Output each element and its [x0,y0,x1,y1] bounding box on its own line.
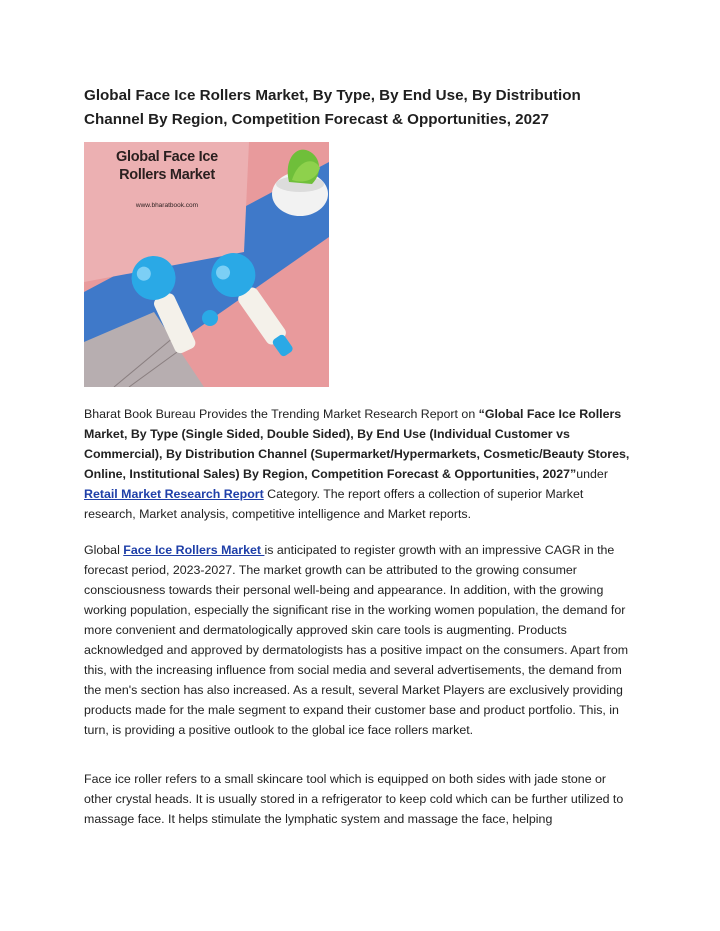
report-name: “Global Face Ice Rollers Market, By Type (Single Sided, Double Sided), By End Use (Individual Customer vs Commercial), By Distribution Channel (Supermarket/Hypermarkets, Cosmetic/Beauty Stores, Online, Institutional Sales) By Region, Competition Forecast & Opportunities, 2027” [84,407,630,481]
cover-url: www.bharatbook.com [135,202,199,209]
market-text: is anticipated to register growth with an impressive CAGR in the forecast period, 2023-2027. The market growth can be attributed to the growing consumer consciousness towards their personal well-being and appearance. In addition, with the growing working population, especially the significant rise in the working women population, the demand for more convenient and dermatologically approved skin care tools is augmenting. Products acknowledged and approved by dermatologists has a positive impact on the consumers. Apart from this, with the increasing influence from social media and several advertisements, the demand from the men's section has also increased. As a result, several Market Players are exclusively providing products made for the male segment to expand their customer base and product portfolio. This, in turn, is providing a positive outlook to the global ice face rollers market. [84,543,629,737]
intro-paragraph [84,404,636,524]
face-ice-rollers-link[interactable]: Face Ice Rollers Market [123,543,265,557]
cover-image [84,142,329,387]
intro-rest: Category. The report offers a collection of superior Market research, Market analysis, competitive intelligence and Market reports. [84,487,584,521]
market-prefix: Global [84,543,124,557]
cover-heading: Global Face Ice Rollers Market [116,149,218,183]
under-text: under [576,467,608,481]
definition-text: Face ice roller refers to a small skincare tool which is equipped on both sides with jade stone or other crystal heads. It is usually stored in a refrigerator to keep cold which can be further utilized to massage face. It helps stimulate the lymphatic system and massage the face, helping [84,772,624,826]
retail-report-link[interactable]: Retail Market Research Report [84,487,264,501]
market-paragraph [84,540,636,740]
definition-paragraph [84,769,636,829]
intro-text: Bharat Book Bureau Provides the Trending Market Research Report on [84,407,479,421]
document-title: Global Face Ice Rollers Market, By Type, By End Use, By Distribution Channel By Region, Competition Forecast & Opportunities, 2027 [84,87,581,128]
